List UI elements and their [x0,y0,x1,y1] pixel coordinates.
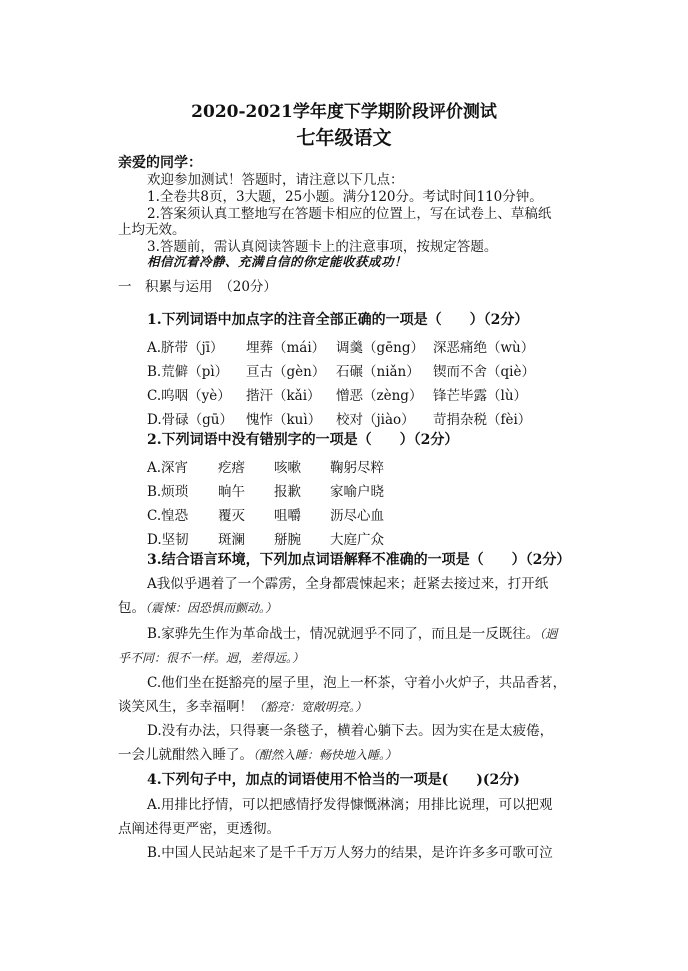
section-1-heading: 一 积累与运用 （20分） [118,279,277,295]
exam-title: 2020-2021学年度下学期阶段评价测试 [191,102,497,122]
q1-option-row-4-item-4: 苛捐杂税（fèi） [433,412,532,428]
question-3-option-b-line-1: B.家骅先生作为革命战士，情况就迥乎不同了，而且是一反既往。（迥 [147,626,558,642]
q1-option-row-4-item-1: D.骨碌（gū） [147,412,233,428]
q2-option-row-2-item-1: B.烦琐 [147,484,189,500]
motto: 相信沉着冷静、充满自信的你定能收获成功！ [147,254,408,269]
q1-option-row-2-item-3: 石碾（niǎn） [336,364,420,380]
q1-option-row-1-item-3: 调羹（gēng） [336,340,424,356]
rule-2-line-2: 上均无效。 [118,222,186,238]
q2-option-row-3-item-1: C.惶恐 [147,508,189,524]
q1-option-row-3-item-4: 锋芒毕露（lù） [433,388,528,404]
question-3-option-a-line-1: A我似乎遇着了一个霹雳，全身都震悚起来；赶紧去接过来，打开纸 [147,576,549,592]
q1-option-row-4-item-3: 校对（jiào） [336,412,415,428]
rule-3: 3.答题前，需认真阅读答题卡上的注意事项，按规定答题。 [147,239,498,255]
q2-option-row-3-item-4: 沥尽心血 [330,508,384,524]
q1-option-row-4-item-2: 愧怍（kuì） [246,412,322,428]
q1-option-row-1-item-1: A.脐带（jī） [147,340,224,356]
question-4-option-a-line-2: 点阐述得更严密，更透彻。 [118,821,280,837]
q1-option-row-2-item-2: 亘古（gèn） [246,364,326,380]
question-3-option-a-note: （震悚：因恐惧而颤动。） [145,601,278,615]
q2-option-row-1-item-2: 疙瘩 [218,460,245,476]
q2-option-row-3-item-3: 咀嚼 [274,508,301,524]
q1-option-row-3-item-3: 憎恶（zèng） [336,388,423,404]
question-3-option-d-line-2: 一会儿就酣然入睡了。（酣然入睡：畅快地入睡。） [118,747,398,763]
q2-option-row-4-item-3: 掰腕 [274,532,301,548]
q1-option-row-1-item-4: 深恶痛绝（wù） [433,340,535,356]
rule-1: 1.全卷共8页，3大题，25小题。满分120分。考试时间110分钟。 [147,189,543,205]
q2-option-row-2-item-3: 报歉 [274,484,301,500]
question-3-option-c-line-2: 谈笑风生，多幸福啊！（豁亮：宽敞明亮。） [118,699,368,715]
question-2-stem: 2.下列词语中没有错别字的一项是（ ）（2分） [147,432,459,448]
q2-option-row-1-item-3: 咳嗽 [274,460,301,476]
q1-option-row-3-item-1: C.呜咽（yè） [147,388,231,404]
question-3-stem: 3.结合语言环境，下列加点词语解释不准确的一项是（ ）（2分） [147,552,571,568]
q1-option-row-3-item-2: 揩汗（kǎi） [246,388,321,404]
q1-option-row-1-item-2: 埋葬（mái） [246,340,326,356]
question-1-stem: 1.下列词语中加点字的注音全部正确的一项是（ ）（2分） [147,312,529,328]
q2-option-row-2-item-2: 晌午 [218,484,245,500]
q2-option-row-2-item-4: 家喻户晓 [330,484,384,500]
q1-option-row-2-item-4: 锲而不舍（qiè） [433,364,535,380]
q2-option-row-4-item-4: 大庭广众 [330,532,384,548]
greeting: 亲爱的同学： [118,155,202,171]
q2-option-row-3-item-2: 覆灭 [218,508,245,524]
question-3-option-d-line-1: D.没有办法，只得裹一条毯子，横着心躺下去。因为实在是太疲倦， [147,723,554,739]
question-4-option-b-line-1: B.中国人民站起来了是千千万万人努力的结果，是许许多多可歌可泣 [147,845,553,861]
question-3-option-c-line-1: C.他们坐在挺豁亮的屋子里，泡上一杯茶，守着小火炉子，共品香茗， [147,675,567,691]
q2-option-row-4-item-1: D.坚韧 [147,532,189,548]
rule-2-line-1: 2.答案须认真工整地写在答题卡相应的位置上，写在试卷上、草稿纸 [147,206,552,222]
question-3-option-b-note: 乎不同：很不一样。迥，差得远。） [118,651,305,665]
question-4-stem: 4.下列句子中，加点的词语使用不恰当的一项是( )(2分) [147,772,520,788]
question-4-option-a-line-1: A.用排比抒情，可以把感情抒发得慷慨淋漓；用排比说理，可以把观 [147,797,553,813]
welcome-text: 欢迎参加测试！答题时，请注意以下几点： [147,172,404,188]
q1-option-row-2-item-1: B.荒僻（pì） [147,364,229,380]
q2-option-row-1-item-1: A.深宵 [147,460,189,476]
question-3-option-a-line-2: 包。（震悚：因恐惧而颤动。） [118,600,278,616]
question-3-option-d-note: （酣然入睡：畅快地入睡。） [253,748,398,762]
q2-option-row-4-item-2: 斑澜 [218,532,245,548]
q2-option-row-1-item-4: 鞠躬尽粹 [330,460,384,476]
question-3-option-c-note: （豁亮：宽敞明亮。） [253,700,368,714]
exam-subtitle: 七年级语文 [296,127,392,149]
